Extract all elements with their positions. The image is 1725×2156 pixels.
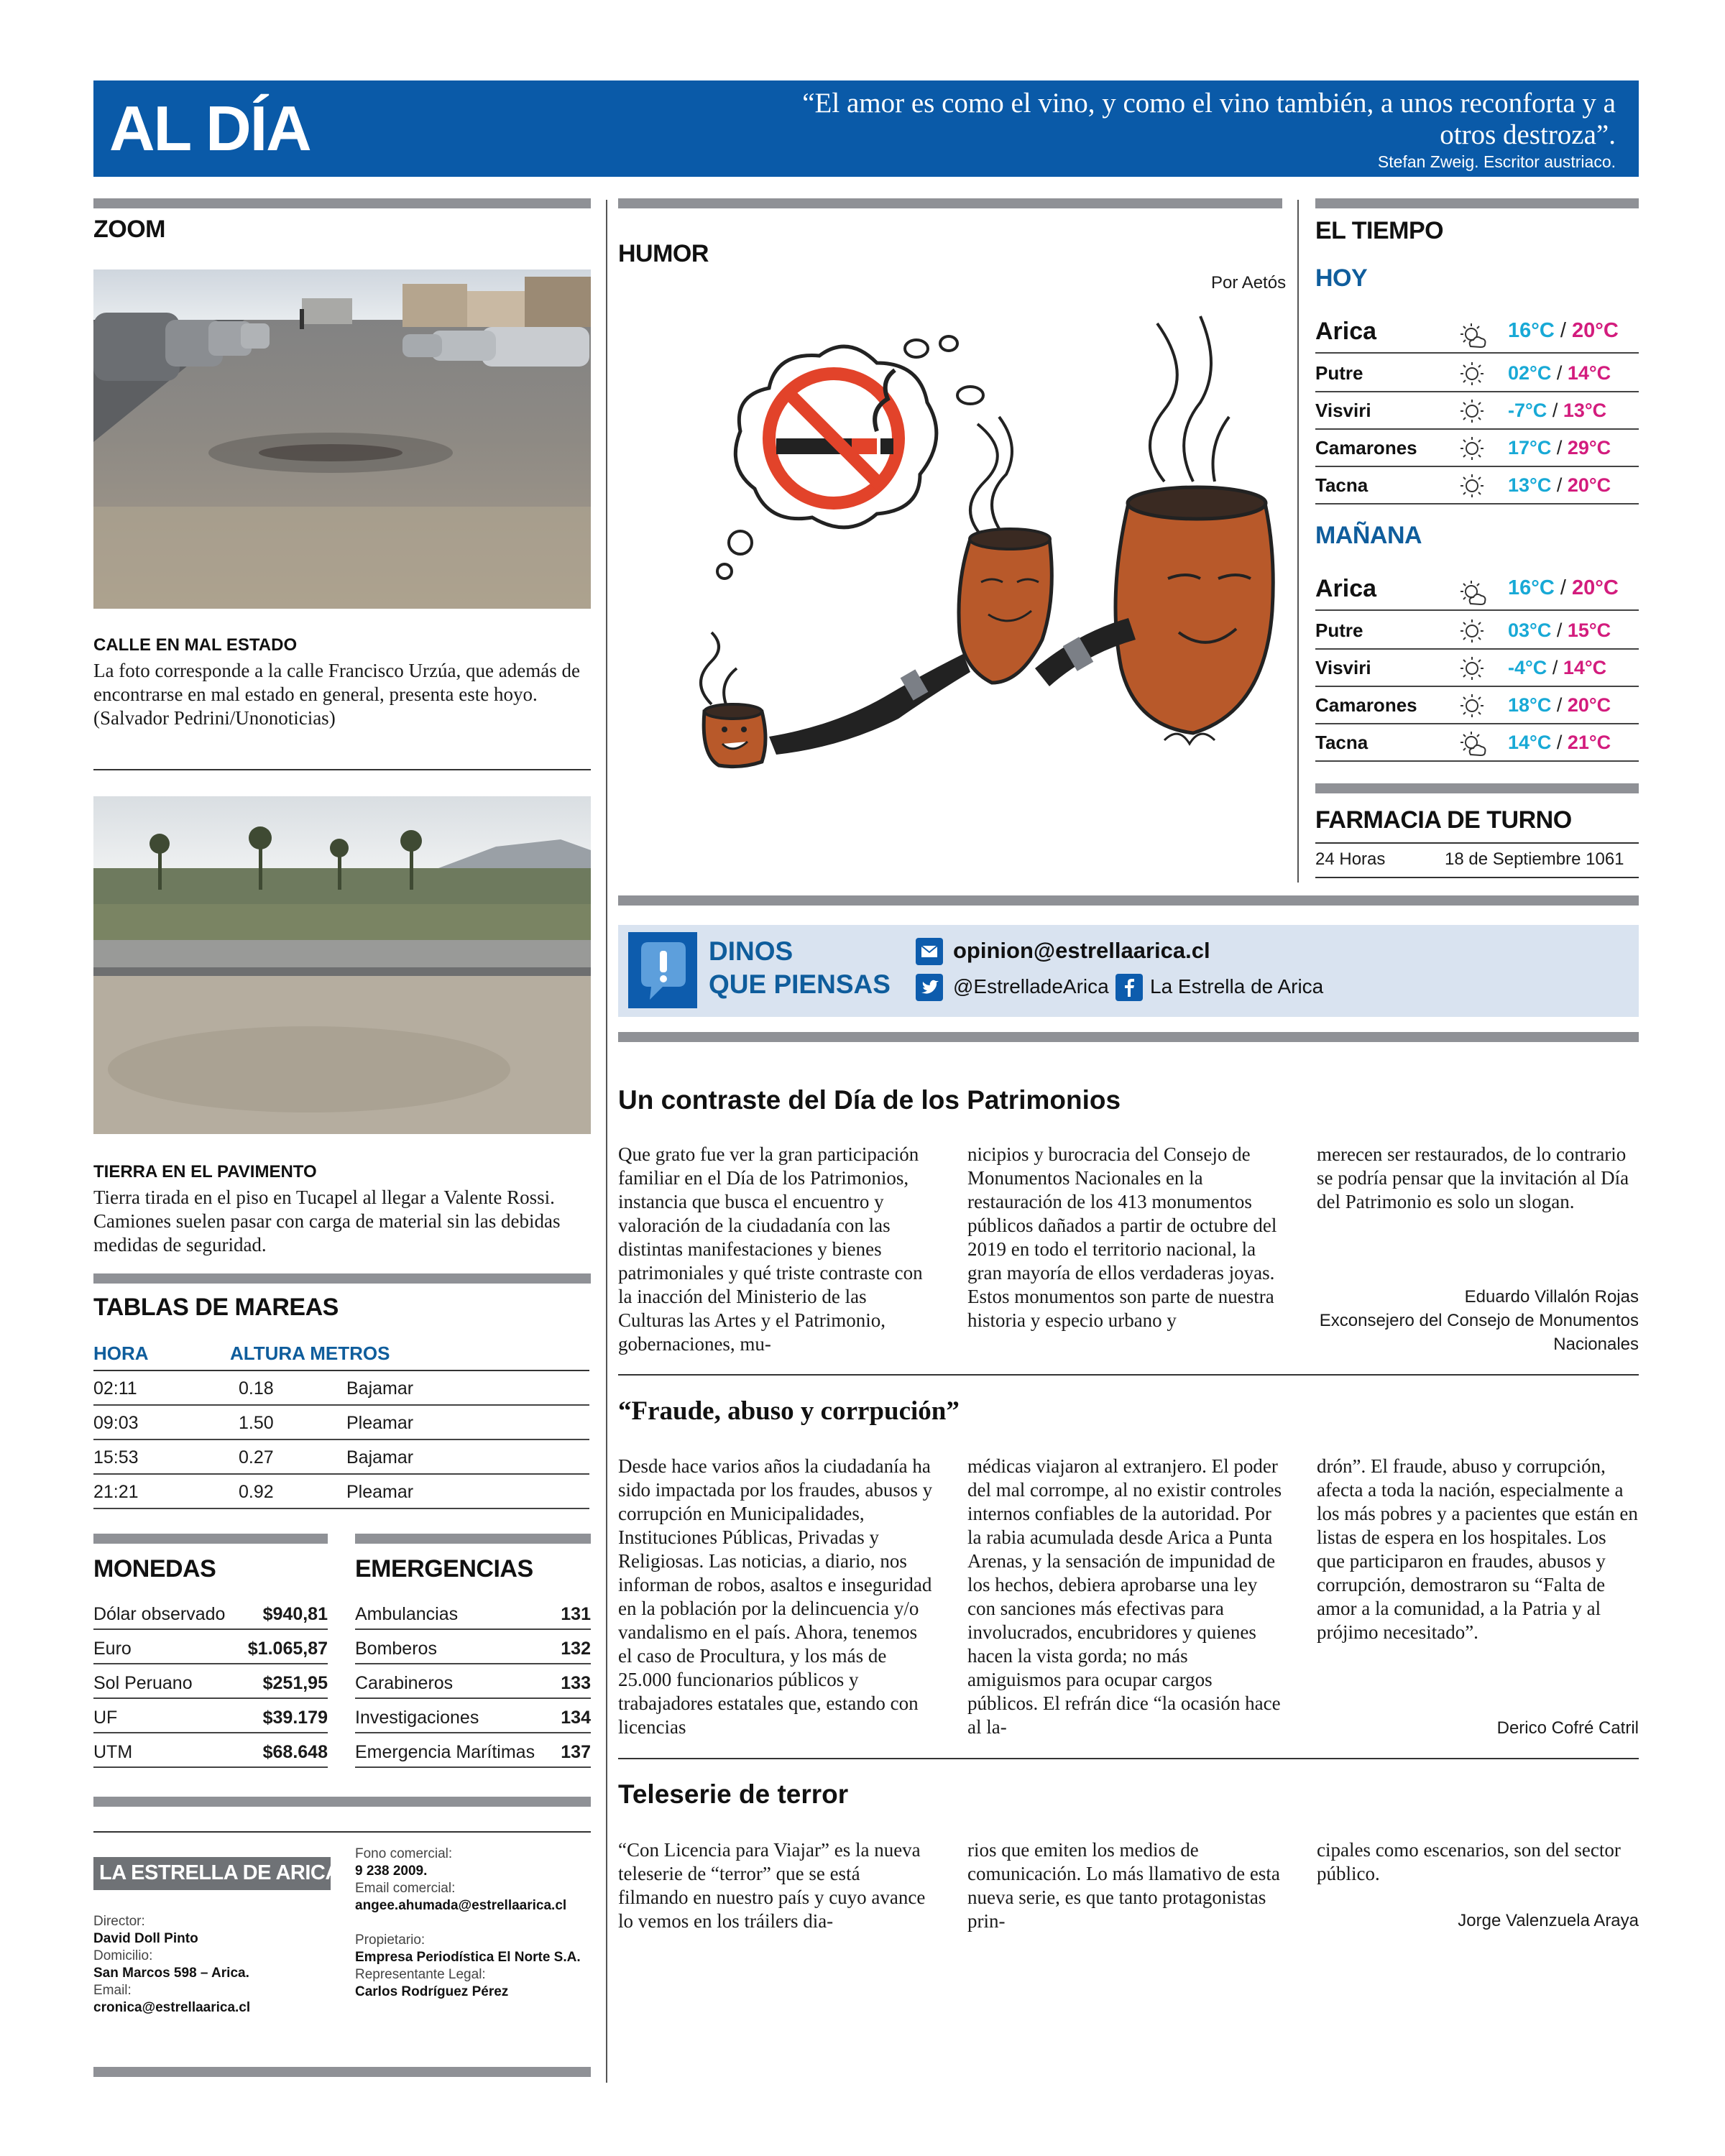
letter-author: Jorge Valenzuela Araya <box>1458 1911 1639 1930</box>
weather-tomorrow-label: MAÑANA <box>1315 522 1422 549</box>
legal-label: Representante Legal: <box>355 1967 486 1982</box>
emergency-number: 133 <box>561 1673 591 1693</box>
divider <box>618 1374 1639 1376</box>
partly-cloudy-icon <box>1459 579 1488 612</box>
comm-email-label: Email comercial: <box>355 1881 456 1896</box>
tides-col-height: ALTURA METROS <box>230 1342 390 1364</box>
header-quote: “El amor es como el vino, y como el vino también, a unos reconforta y a otros destroza”. <box>802 88 1616 150</box>
partly-cloudy-icon <box>1459 322 1488 354</box>
tide-hour: 02:11 <box>93 1378 137 1399</box>
exclamation-icon <box>628 932 697 1008</box>
emergency-row <box>355 1664 591 1699</box>
owner-label: Propietario: <box>355 1932 426 1948</box>
weather-row-today <box>1315 430 1639 467</box>
temp-max: 13°C <box>1563 400 1607 421</box>
sun-icon <box>1459 436 1485 465</box>
tide-row <box>93 1406 589 1440</box>
temp-max: 20°C <box>1567 694 1611 716</box>
photo2-caption-title: TIERRA EN EL PAVIMENTO <box>93 1162 317 1181</box>
currency-name: Euro <box>93 1639 132 1659</box>
sun-icon <box>1459 398 1485 428</box>
pharmacy-title: FARMACIA DE TURNO <box>1315 806 1572 834</box>
weather-city: Arica <box>1315 318 1377 345</box>
owner: Empresa Periodística El Norte S.A. <box>355 1950 581 1965</box>
sun-icon <box>1459 361 1485 390</box>
letter-author-role: Exconsejero del Consejo de Monumentos Nacionales <box>1319 1311 1639 1354</box>
weather-row-today <box>1315 355 1639 392</box>
email-label: Email: <box>93 1983 132 1998</box>
emergency-number: 132 <box>561 1639 591 1659</box>
photo-damaged-street <box>93 270 591 609</box>
tides-col-hour: HORA <box>93 1342 149 1364</box>
email-icon <box>916 938 943 965</box>
letter-title: Teleserie de terror <box>618 1779 849 1809</box>
partly-cloudy-icon <box>1459 730 1488 763</box>
section-bar <box>93 1273 591 1284</box>
letter-column: “Con Licencia para Viajar” es la nueva teleserie de “terror” que se está filmando en nuestro país y cuyo avance lo vemos en los tráilers dia- <box>618 1839 926 1932</box>
zoom-title: ZOOM <box>93 216 165 243</box>
emergency-number: 131 <box>561 1604 591 1624</box>
section-name: AL DÍA <box>109 93 310 164</box>
photo-dirt-on-pavement <box>93 796 591 1134</box>
currency-name: Dólar observado <box>93 1604 226 1624</box>
letter-column: merecen ser restaurados, de lo contrario se podría pensar que la invitación al Día del Patrimonio es solo un slogan. <box>1317 1143 1629 1212</box>
weather-temps: 03°C / 15°C <box>1508 619 1611 641</box>
currency-row <box>93 1595 328 1630</box>
temp-max: 29°C <box>1567 437 1611 459</box>
currency-value: $251,95 <box>262 1673 328 1693</box>
letter-signature <box>1317 1716 1639 1740</box>
temp-max: 20°C <box>1567 474 1611 496</box>
weather-temps: -4°C / 14°C <box>1508 657 1607 678</box>
weather-title: EL TIEMPO <box>1315 217 1444 244</box>
pharmacy-hours: 24 Horas <box>1315 849 1386 869</box>
pharmacy-address: 18 de Septiembre 1061 <box>1445 849 1624 869</box>
letter-author: Derico Cofré Catril <box>1496 1718 1639 1738</box>
currency-value: $39.179 <box>262 1708 328 1728</box>
sun-icon <box>1459 655 1485 685</box>
weather-temps: -7°C / 13°C <box>1508 400 1607 421</box>
address-label: Domicilio: <box>93 1948 153 1963</box>
emergency-name: Carabineros <box>355 1673 454 1693</box>
weather-today-label: HOY <box>1315 264 1368 292</box>
address: San Marcos 598 – Arica. <box>93 1966 249 1981</box>
emergency-number: 134 <box>561 1708 591 1728</box>
legal-rep: Carlos Rodríguez Pérez <box>355 1984 509 1999</box>
section-bar <box>1315 198 1639 208</box>
currency-value: $940,81 <box>262 1604 328 1624</box>
section-bar <box>618 1032 1639 1042</box>
temp-min: 13°C <box>1508 474 1552 496</box>
tide-type: Bajamar <box>346 1378 414 1399</box>
weather-temps: 17°C / 29°C <box>1508 437 1611 459</box>
contact-facebook-link[interactable]: La Estrella de Arica <box>1150 975 1324 998</box>
weather-city: Visviri <box>1315 400 1371 421</box>
emergency-name: Investigaciones <box>355 1708 479 1728</box>
cartoon-credit: Por Aetós <box>1211 273 1287 292</box>
emergency-row <box>355 1595 591 1630</box>
currency-value: $68.648 <box>262 1742 328 1762</box>
temp-max: 14°C <box>1563 657 1607 678</box>
weather-city: Camarones <box>1315 694 1417 716</box>
temp-min: 16°C <box>1508 319 1555 342</box>
letter-column: Desde hace varios años la ciudadanía ha sido impactada por los fraudes, abusos y corrupción en Municipalidades, Instituciones Públicas, Privadas y Religiosas. Las noticias, a diario, nos informan de robos, asaltos e inseguridad en la población por la delincuencia y/o vandalismo en el país. Ahora, tenemos el caso de Procultura, y los más de 25.000 funcionarios públicos y trabajadores estatales que, estando con licencias <box>618 1455 933 1738</box>
temp-max: 20°C <box>1571 319 1619 342</box>
currency-row <box>93 1733 328 1768</box>
letter-column: nicipios y burocracia del Consejo de Monumentos Nacionales en la restauración de los 413 monumentos públicos dañados a partir de octubre del 2019 en todo el territorio nacional, la gran mayoría de ellos verdaderas joyas. Estos monumentos son parte de nuestra historia y especio urbano y <box>967 1143 1277 1331</box>
sun-icon <box>1459 693 1485 722</box>
temp-max: 15°C <box>1567 619 1611 641</box>
photo1-caption-title: CALLE EN MAL ESTADO <box>93 635 298 655</box>
divider <box>93 1831 591 1833</box>
tide-height: 0.18 <box>239 1378 274 1399</box>
tide-hour: 09:03 <box>93 1413 139 1433</box>
divider <box>93 769 591 770</box>
temp-min: -4°C <box>1508 657 1547 678</box>
weather-row-tomorrow <box>1315 724 1639 762</box>
temp-max: 20°C <box>1571 576 1619 599</box>
weather-row-today <box>1315 392 1639 430</box>
section-bar <box>355 1534 591 1544</box>
contact-title-line1: DINOS <box>709 936 794 966</box>
tide-height: 0.27 <box>239 1447 274 1468</box>
temp-min: -7°C <box>1508 400 1547 421</box>
tide-row <box>93 1475 589 1509</box>
weather-city: Putre <box>1315 619 1363 641</box>
emergency-name: Ambulancias <box>355 1604 459 1624</box>
weather-temps: 18°C / 20°C <box>1508 694 1611 716</box>
weather-row-tomorrow <box>1315 568 1639 611</box>
masthead-right <box>355 1846 581 2001</box>
currency-name: UTM <box>93 1742 133 1762</box>
weather-row-tomorrow <box>1315 687 1639 724</box>
temp-min: 18°C <box>1508 694 1552 716</box>
section-banner <box>93 80 1639 177</box>
tide-type: Pleamar <box>346 1413 414 1433</box>
letter-column: rios que emiten los medios de comunicación. Lo más llamativo de esta nueva serie, es que tanto protagonistas prin- <box>967 1839 1280 1932</box>
letter-title: Un contraste del Día de los Patrimonios <box>618 1085 1121 1115</box>
emergencies-title: EMERGENCIAS <box>355 1555 533 1583</box>
section-bar <box>93 2067 591 2077</box>
letter-column: Que grato fue ver la gran participación familiar en el Día de los Patrimonios, instancia que busca el encuentro y valoración de la ciudadanía con las distintas manifestaciones y bienes patrimoniales y qué triste contraste con la inacción del Ministerio de las Culturas las Artes y el Patrimonio, gobernaciones, mu- <box>618 1143 923 1355</box>
photo1-caption-text: La foto corresponde a la calle Francisco Urzúa, que además de encontrarse en mal estado en general, presenta este hoyo. (Salvador Pedrini/Unonoticias) <box>93 660 580 729</box>
sun-icon <box>1459 618 1485 648</box>
photo2-caption-text: Tierra tirada en el piso en Tucapel al llegar a Valente Rossi. Camiones suelen pasar con carga de material sin las debidas medidas de seguridad. <box>93 1187 561 1256</box>
contact-box <box>618 925 1639 1017</box>
weather-temps: 02°C / 14°C <box>1508 362 1611 384</box>
currency-value: $1.065,87 <box>247 1639 328 1659</box>
weather-city: Arica <box>1315 575 1377 602</box>
weather-temps: 14°C / 21°C <box>1508 732 1611 753</box>
humor-title: HUMOR <box>618 240 709 267</box>
header-quote-author: Stefan Zweig. Escritor austriaco. <box>1377 152 1616 171</box>
temp-min: 03°C <box>1508 619 1552 641</box>
currency-row <box>93 1664 328 1699</box>
weather-temps: 16°C / 20°C <box>1508 576 1619 599</box>
emergency-name: Emergencia Marítimas <box>355 1742 535 1762</box>
section-bar <box>618 895 1639 906</box>
tides-title: TABLAS DE MAREAS <box>93 1294 339 1321</box>
weather-temps: 13°C / 20°C <box>1508 474 1611 496</box>
tide-hour: 15:53 <box>93 1447 139 1468</box>
divider <box>1315 877 1639 878</box>
email-link[interactable]: cronica@estrellaarica.cl <box>93 2000 251 2015</box>
tide-hour: 21:21 <box>93 1482 139 1502</box>
weather-city: Visviri <box>1315 657 1371 678</box>
letter-signature <box>1317 1285 1639 1356</box>
comm-email-link[interactable]: angee.ahumada@estrellaarica.cl <box>355 1898 567 1913</box>
twitter-icon <box>916 974 943 1001</box>
tide-row <box>93 1440 589 1475</box>
contact-box-title <box>709 935 891 1001</box>
section-bar <box>618 198 1282 208</box>
facebook-icon <box>1116 974 1143 1001</box>
tide-height: 0.92 <box>239 1482 274 1502</box>
temp-max: 21°C <box>1567 732 1611 753</box>
weather-row-today <box>1315 467 1639 505</box>
emergency-row <box>355 1630 591 1664</box>
contact-title-line2: QUE PIENSAS <box>709 969 891 999</box>
director-label: Director: <box>93 1914 145 1929</box>
tide-height: 1.50 <box>239 1413 274 1433</box>
temp-min: 16°C <box>1508 576 1555 599</box>
currency-name: UF <box>93 1708 118 1728</box>
emergency-row <box>355 1733 591 1768</box>
cartoon-pipes-illustration <box>632 295 1283 769</box>
letter-column: drón”. El fraude, abuso y corrupción, afecta a toda la nación, especialmente a los más pobres y a pacientes que están en listas de espera en los hospitales. Los que participaron en fraudes, abusos y corrupción, demostraron su “Falta de amor a la comunidad, a la Patria y al prójimo necesitado”. <box>1317 1455 1638 1643</box>
emergency-name: Bomberos <box>355 1639 437 1659</box>
contact-email-link[interactable]: opinion@estrellaarica.cl <box>953 938 1210 963</box>
weather-row-today <box>1315 310 1639 354</box>
weather-city: Tacna <box>1315 474 1368 496</box>
section-bar <box>1315 783 1639 793</box>
emergency-row <box>355 1699 591 1733</box>
letter-column: cipales como escenarios, son del sector público. <box>1317 1839 1621 1884</box>
logo-text: LA ESTRELLA DE ARICA <box>99 1861 340 1884</box>
masthead-left <box>93 1913 250 2017</box>
sun-icon <box>1459 473 1485 502</box>
section-bar <box>93 1797 591 1807</box>
weather-row-tomorrow <box>1315 612 1639 650</box>
section-bar <box>93 198 591 208</box>
temp-min: 02°C <box>1508 362 1552 384</box>
tide-row <box>93 1371 589 1406</box>
column-divider <box>606 200 607 2083</box>
section-bar <box>93 1534 328 1544</box>
contact-twitter-link[interactable]: @EstrelladeArica <box>953 975 1109 998</box>
currency-row <box>93 1699 328 1733</box>
phone-label: Fono comercial: <box>355 1846 453 1861</box>
director-name: David Doll Pinto <box>93 1931 198 1946</box>
weather-city: Putre <box>1315 362 1363 384</box>
temp-min: 14°C <box>1508 732 1552 753</box>
weather-temps: 16°C / 20°C <box>1508 319 1619 342</box>
currency-row <box>93 1630 328 1664</box>
tide-type: Bajamar <box>346 1447 414 1468</box>
weather-city: Camarones <box>1315 437 1417 459</box>
divider <box>618 1758 1639 1759</box>
weather-city: Tacna <box>1315 732 1368 753</box>
letter-signature <box>1317 1909 1639 1932</box>
emergency-number: 137 <box>561 1742 591 1762</box>
divider <box>1315 842 1639 844</box>
weather-row-tomorrow <box>1315 650 1639 687</box>
phone: 9 238 2009. <box>355 1864 428 1879</box>
letter-title: “Fraude, abuso y corrpución” <box>618 1396 960 1426</box>
tide-type: Pleamar <box>346 1482 414 1502</box>
currencies-title: MONEDAS <box>93 1555 216 1583</box>
letter-column: médicas viajaron al extranjero. El poder del mal corrompe, al no existir controles internos confiables de la autoridad. Por la rabia acumulada desde Arica a Punta Arenas, y la sensación de impunidad de los hechos, debiera aprobarse una ley con sanciones más efectivas para involucrados, encubridores y quienes hacen la vista gorda; no más amiguismos para ocupar cargos públicos. El refrán dice “la ocasión hace al la- <box>967 1455 1282 1738</box>
column-divider <box>1297 200 1299 883</box>
currency-name: Sol Peruano <box>93 1673 193 1693</box>
letter-author: Eduardo Villalón Rojas <box>1464 1287 1639 1307</box>
temp-min: 17°C <box>1508 437 1552 459</box>
temp-max: 14°C <box>1567 362 1611 384</box>
newspaper-logo <box>93 1857 340 1890</box>
